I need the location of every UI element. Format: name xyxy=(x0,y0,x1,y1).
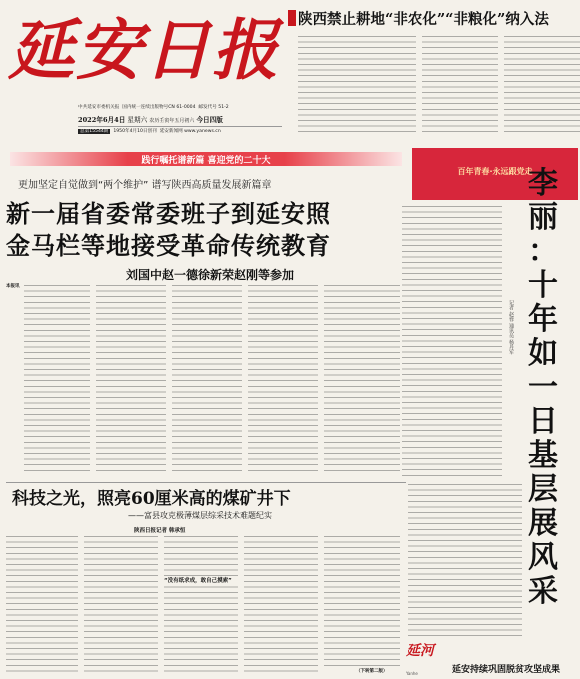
right-column-title xyxy=(526,158,580,618)
title-char: 如 xyxy=(528,336,558,371)
bottom-right-text xyxy=(408,484,522,636)
weekday: 星期六 xyxy=(127,116,148,124)
lead-headline-2: 金马栏等地接受革命传统教育 xyxy=(6,231,331,260)
masthead-info-2: 总第15544期 1950年4月10日创刊 延安新闻网 www.yanews.cn xyxy=(80,129,221,134)
issue-date: 2022年6月4日 xyxy=(78,116,126,124)
top-right-headline: 陕西禁止耕地“非农化”“非粮化”纳入法 xyxy=(298,11,549,28)
lead-headline-1: 新一届省委常委班子到延安照 xyxy=(6,199,331,228)
masthead-info-1: 中共延安市委机关报 国内统一连续出版物号CN 61-0004 邮发代号 51-2 xyxy=(78,105,229,110)
masthead-title: 延安日报 xyxy=(8,11,280,89)
masthead-date-row xyxy=(78,114,282,125)
mid-right-text xyxy=(402,206,502,476)
second-byline: 陕西日报记者 韩承恒 xyxy=(134,528,186,534)
second-story xyxy=(0,484,406,676)
top-right-story xyxy=(282,0,580,148)
title-char: 层 xyxy=(528,472,558,507)
second-section-heading: “没有纸求成，敢自己摸索” xyxy=(164,576,244,584)
title-char: 丽 xyxy=(528,200,558,235)
second-headline: 科技之光，照亮60厘米高的煤矿井下 xyxy=(12,489,291,509)
right-column-byline: 记者 赵蓉 通讯员 杨丹军 xyxy=(508,300,514,355)
lead-story xyxy=(0,170,402,480)
ad-text: 百年青春·永远跟党走 xyxy=(457,167,533,176)
lead-subhead: 刘国中赵一德徐新荣赵刚等参加 xyxy=(125,268,294,282)
banner-slogan: 践行嘱托谱新篇 喜迎党的二十大 xyxy=(141,156,271,166)
bottom-right-headline: 延安持续巩固脱贫攻坚成果 xyxy=(452,665,561,675)
page-count: 今日四版 xyxy=(196,116,223,124)
title-char: 日 xyxy=(528,404,558,439)
title-char: 风 xyxy=(528,540,558,575)
second-subhead: ——富县攻克极薄煤层综采技术难题纪实 xyxy=(128,511,272,520)
title-char: 展 xyxy=(528,506,558,541)
banner xyxy=(10,148,402,170)
title-char: 采 xyxy=(528,574,558,609)
title-char: 年 xyxy=(528,302,558,337)
lead-byline: 本报讯 xyxy=(6,284,20,289)
title-char: 一 xyxy=(528,370,558,405)
continued-note: （下转第二版） xyxy=(356,669,388,674)
title-char: ： xyxy=(528,234,558,269)
masthead xyxy=(0,0,282,140)
title-char: 十 xyxy=(528,268,558,303)
lunar-date: 农历壬寅年五月初六 xyxy=(149,118,195,124)
title-char: 李 xyxy=(528,166,558,201)
bottom-right-story xyxy=(406,638,580,676)
lead-kicker: 更加坚定自觉做到“两个维护” 谱写陕西高质量发展新篇章 xyxy=(18,180,272,191)
title-char: 基 xyxy=(528,438,558,473)
yanhe-logo: 延河 Yanhe xyxy=(406,643,434,676)
